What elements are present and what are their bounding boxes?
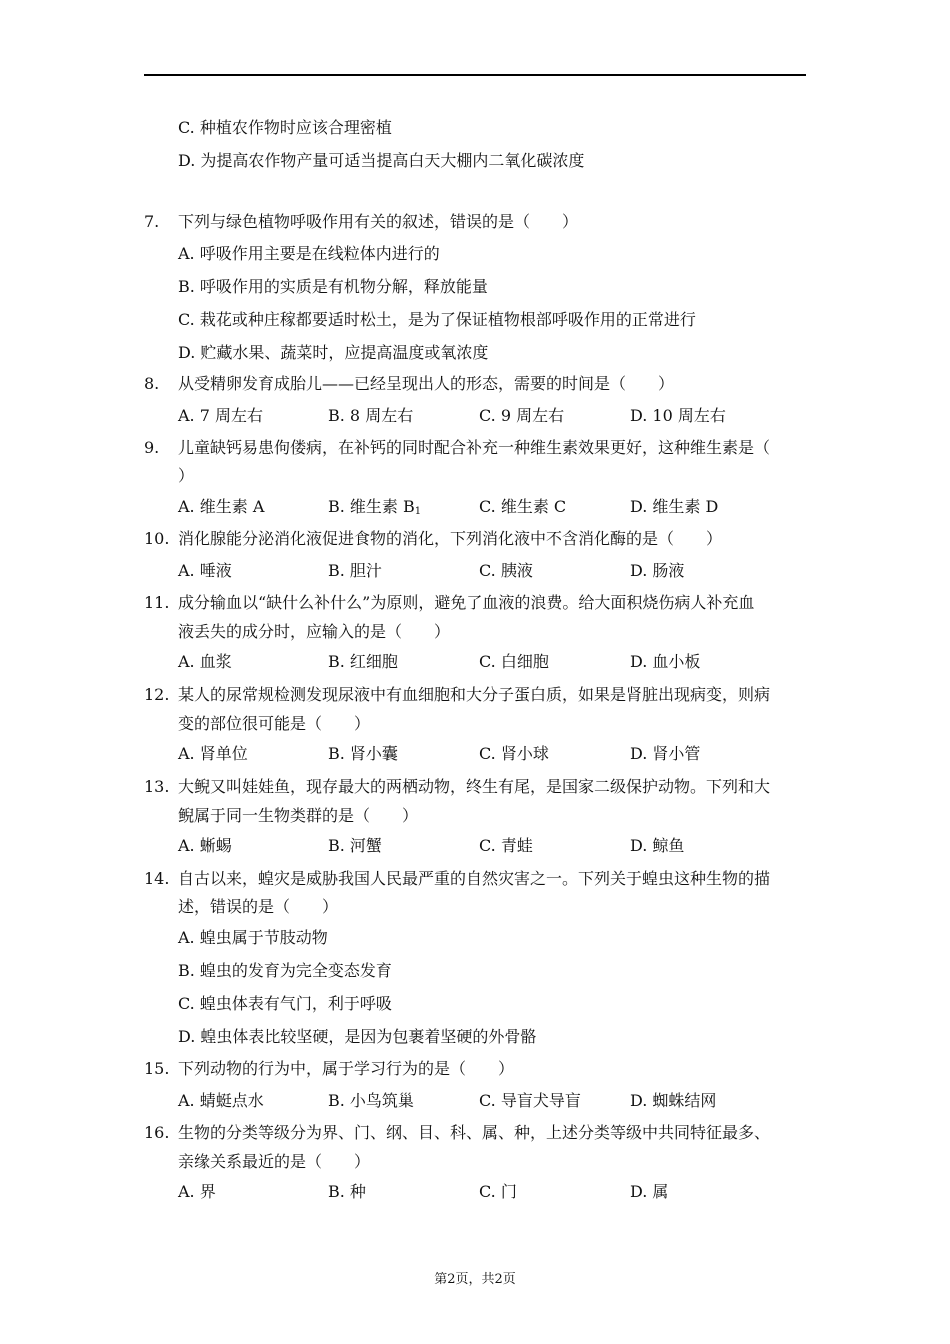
q13-stem-line1: 大鲵又叫娃娃鱼，现存最大的两栖动物，终生有尾，是国家二级保护动物。下列和大 — [178, 777, 771, 796]
q9-stem-line2: ） — [178, 466, 195, 485]
q15-option-d: D. 蜘蛛结网 — [630, 1091, 717, 1110]
q7-option-d: D. 贮藏水果、蔬菜时，应提高温度或氧浓度 — [178, 343, 489, 362]
q11-number: 11. — [144, 593, 170, 612]
q12-option-c: C. 肾小球 — [479, 744, 549, 763]
q8-option-b: B. 8 周左右 — [328, 406, 414, 425]
page-footer: 第2页，共2页 — [434, 1272, 516, 1287]
q7-option-c: C. 栽花或种庄稼都要适时松土，是为了保证植物根部呼吸作用的正常进行 — [178, 310, 696, 329]
q11-option-c: C. 白细胞 — [479, 652, 549, 671]
q10-option-b: B. 胆汁 — [328, 561, 382, 580]
q8-option-a: A. 7 周左右 — [178, 406, 263, 425]
q9-option-b-subscript: 1 — [414, 506, 422, 517]
q16-number: 16. — [144, 1123, 170, 1142]
q7-option-a: A. 呼吸作用主要是在线粒体内进行的 — [178, 244, 440, 263]
q7-option-b: B. 呼吸作用的实质是有机物分解，释放能量 — [178, 277, 488, 296]
q8-option-d: D. 10 周左右 — [630, 406, 726, 425]
q15-option-c: C. 导盲犬导盲 — [479, 1091, 581, 1110]
q14-stem-line2: 述，错误的是（ ） — [178, 897, 339, 916]
q10-option-d: D. 肠液 — [630, 561, 685, 580]
q10-option-a: A. 唾液 — [178, 561, 232, 580]
q15-stem: 下列动物的行为中，属于学习行为的是（ ） — [178, 1059, 515, 1078]
q11-option-a: A. 血浆 — [178, 652, 232, 671]
q9-stem-line1: 儿童缺钙易患佝偻病，在补钙的同时配合补充一种维生素效果更好，这种维生素是（ — [178, 438, 771, 457]
q9-option-a: A. 维生素 A — [178, 497, 265, 516]
q13-option-d: D. 鲸鱼 — [630, 836, 685, 855]
q14-number: 14. — [144, 869, 170, 888]
q11-stem-line1: 成分输血以“缺什么补什么”为原则，避免了血液的浪费。给大面积烧伤病人补充血 — [178, 593, 755, 612]
q10-option-c: C. 胰液 — [479, 561, 533, 580]
q14-option-d: D. 蝗虫体表比较坚硬，是因为包裹着坚硬的外骨骼 — [178, 1027, 537, 1046]
q14-option-c: C. 蝗虫体表有气门，利于呼吸 — [178, 994, 392, 1013]
q12-option-d: D. 肾小管 — [630, 744, 701, 763]
q9-option-b-label: B. 维生素 B — [328, 497, 415, 516]
q12-option-a: A. 肾单位 — [178, 744, 248, 763]
q14-stem-line1: 自古以来，蝗灾是威胁我国人民最严重的自然灾害之一。下列关于蝗虫这种生物的描 — [178, 869, 771, 888]
q9-option-b — [328, 497, 421, 522]
header-rule — [144, 74, 806, 76]
q13-stem-line2: 鲵属于同一生物类群的是（ ） — [178, 806, 419, 825]
q13-option-c: C. 青蛙 — [479, 836, 533, 855]
q11-option-b: B. 红细胞 — [328, 652, 398, 671]
q10-number: 10. — [144, 529, 170, 548]
q12-stem-line2: 变的部位很可能是（ ） — [178, 714, 371, 733]
q13-number: 13. — [144, 777, 170, 796]
q8-number: 8. — [144, 374, 160, 393]
q9-option-d: D. 维生素 D — [630, 497, 719, 516]
q8-option-c: C. 9 周左右 — [479, 406, 565, 425]
q14-option-b: B. 蝗虫的发育为完全变态发育 — [178, 961, 392, 980]
q16-option-c: C. 门 — [479, 1182, 517, 1201]
q8-stem: 从受精卵发育成胎儿——已经呈现出人的形态，需要的时间是（ ） — [178, 374, 675, 393]
q16-stem-line2: 亲缘关系最近的是（ ） — [178, 1152, 371, 1171]
q15-number: 15. — [144, 1059, 170, 1078]
q15-option-b: B. 小鸟筑巢 — [328, 1091, 414, 1110]
q11-stem-line2: 液丢失的成分时，应输入的是（ ） — [178, 622, 451, 641]
q16-option-d: D. 属 — [630, 1182, 669, 1201]
q11-option-d: D. 血小板 — [630, 652, 701, 671]
q13-option-b: B. 河蟹 — [328, 836, 382, 855]
q9-option-c: C. 维生素 C — [479, 497, 567, 516]
q7-number: 7. — [144, 212, 160, 231]
q12-number: 12. — [144, 685, 170, 704]
q16-option-a: A. 界 — [178, 1182, 216, 1201]
q6-option-d: D. 为提高农作物产量可适当提高白天大棚内二氧化碳浓度 — [178, 151, 585, 170]
q6-option-c: C. 种植农作物时应该合理密植 — [178, 118, 392, 137]
q12-option-b: B. 肾小囊 — [328, 744, 398, 763]
q15-option-a: A. 蜻蜓点水 — [178, 1091, 264, 1110]
q16-stem-line1: 生物的分类等级分为界、门、纲、目、科、属、种，上述分类等级中共同特征最多、 — [178, 1123, 771, 1142]
q16-option-b: B. 种 — [328, 1182, 366, 1201]
q13-option-a: A. 蜥蜴 — [178, 836, 232, 855]
q10-stem: 消化腺能分泌消化液促进食物的消化，下列消化液中不含消化酶的是（ ） — [178, 529, 723, 548]
q14-option-a: A. 蝗虫属于节肢动物 — [178, 928, 328, 947]
q7-stem: 下列与绿色植物呼吸作用有关的叙述，错误的是（ ） — [178, 212, 579, 231]
q12-stem-line1: 某人的尿常规检测发现尿液中有血细胞和大分子蛋白质，如果是肾脏出现病变，则病 — [178, 685, 771, 704]
q9-number: 9. — [144, 438, 160, 457]
